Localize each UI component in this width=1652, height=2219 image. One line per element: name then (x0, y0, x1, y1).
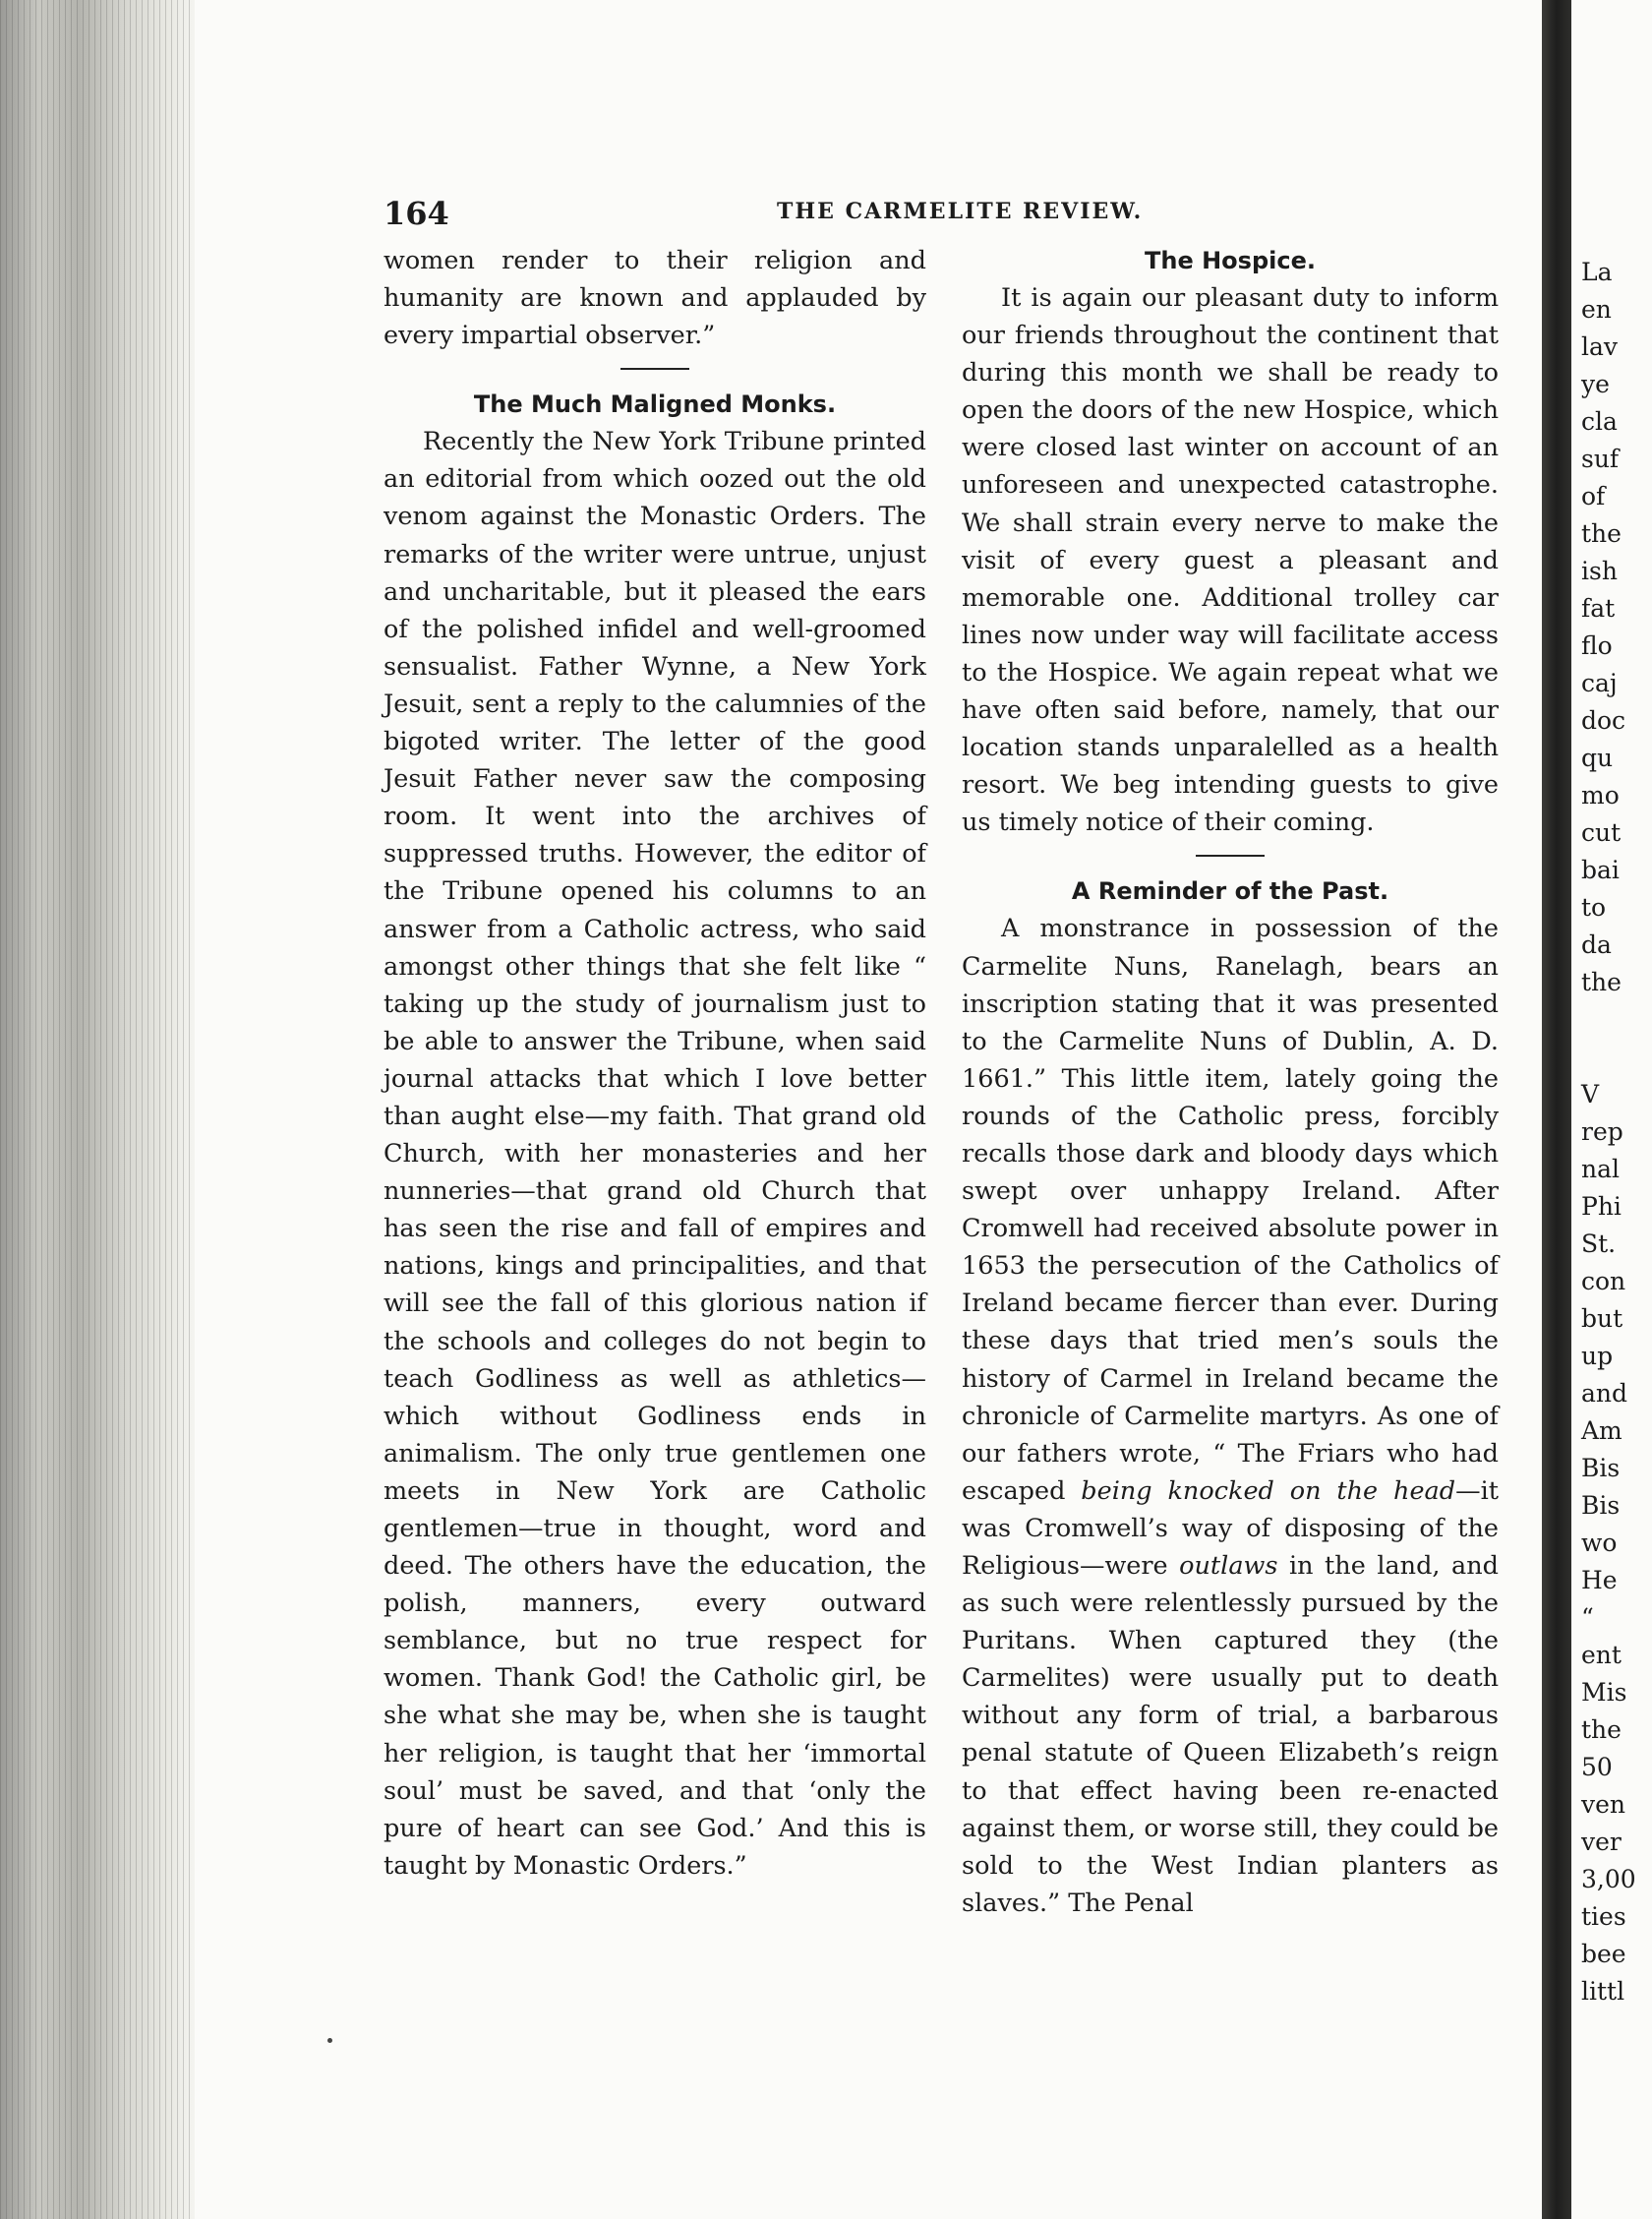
reminder-text-2: —it was Cromwell’s way of disposing of the Religious—were (962, 1475, 1499, 1581)
adjacent-page-fragment: 50 (1581, 1753, 1613, 1781)
section-divider (620, 368, 689, 370)
adjacent-page-fragment: V (1581, 1080, 1600, 1109)
article-title-monks: The Much Maligned Monks. (473, 390, 837, 419)
adjacent-page-fragment: but (1581, 1304, 1623, 1333)
adjacent-page-fragment: ent (1581, 1641, 1622, 1669)
adjacent-page-edge (1571, 0, 1652, 2219)
reminder-text-1: A monstrance in possession of the Carmelite Nuns, Ranelagh, bears an inscription stating that it was presented to the Carmelite Nuns of Dublin, A. D. 1661.” This little item, lately going the rounds of the Catholic press, forcibly recalls those dark and bloody days which swept over unhappy Ireland. After Cromwell had received absolute power in 1653 the persecution of the Catholics of Ireland became fiercer than ever. During these days that tried men’s souls the history of Carmel in Ireland became the chronicle of Carmelite martyrs. As one of our fathers wrote, “ The Friars who had escaped (962, 914, 1499, 1506)
adjacent-page-fragment: and (1581, 1379, 1628, 1408)
adjacent-page-fragment: ven (1581, 1790, 1626, 1819)
right-column (962, 242, 1499, 1922)
adjacent-page-fragment: the (1581, 519, 1622, 548)
adjacent-page-fragment: the (1581, 968, 1622, 996)
page-header (384, 195, 1524, 234)
adjacent-page-fragment: littl (1581, 1977, 1625, 2006)
adjacent-page-fragment: He (1581, 1566, 1618, 1594)
adjacent-page-fragment: en (1581, 295, 1612, 324)
reminder-text-3: in the land, and as such were relentlessly pursued by the Puritans. When captured they (the Carmelites) were usually put to death without any form of trial, a barbarous penal statute of Queen Elizabeth’s reign to that effect having been re-enacted against them, or worse still, they could be sold to the West Indian planters as slaves.” The Penal (962, 1551, 1499, 1918)
running-title: THE CARMELITE REVIEW. (777, 199, 1144, 224)
book-gutter (0, 0, 195, 2219)
adjacent-page-fragment: St. (1581, 1229, 1617, 1258)
adjacent-page-fragment: bee (1581, 1940, 1626, 1968)
adjacent-page-fragment: La (1581, 258, 1613, 286)
adjacent-page-fragment: rep (1581, 1117, 1623, 1146)
article-body-reminder (962, 910, 1499, 1922)
adjacent-page-fragment: up (1581, 1342, 1614, 1370)
reminder-italic-1: being knocked on the head (1081, 1475, 1456, 1506)
continuation-paragraph: women render to their religion and humanity are known and applauded by every impartial observer.” (384, 246, 926, 351)
adjacent-page-fragment: Phi (1581, 1192, 1622, 1221)
adjacent-page-fragment: da (1581, 930, 1612, 959)
adjacent-page-fragment: lav (1581, 332, 1619, 361)
adjacent-page-fragment: 3,00 (1581, 1865, 1636, 1893)
adjacent-page-fragment: ish (1581, 557, 1618, 585)
left-column (384, 242, 926, 1885)
article-body-hospice: It is again our pleasant duty to inform our friends throughout the continent that during this month we shall be ready to open the doors of the new Hospice, which were closed last winter on account of an unforeseen and unexpected catastrophe. We shall strain every nerve to make the visit of every guest a pleasant and memorable one. Additional trolley car lines now under way will facilitate access to the Hospice. We again repeat what we have often said before, namely, that our location stands unparalelled as a health resort. We beg intending guests to give us timely notice of their coming. (962, 283, 1499, 838)
adjacent-page-fragment: Bis (1581, 1454, 1621, 1482)
adjacent-page-fragment: qu (1581, 744, 1614, 772)
section-divider (1196, 855, 1265, 857)
adjacent-page-fragment: doc (1581, 706, 1626, 735)
adjacent-page-fragment: to (1581, 893, 1607, 922)
adjacent-page-fragment: mo (1581, 781, 1620, 810)
adjacent-page-fragment: Mis (1581, 1678, 1627, 1707)
adjacent-page-fragment: ye (1581, 370, 1610, 398)
article-title-reminder: A Reminder of the Past. (1071, 877, 1389, 906)
adjacent-page-fragment: con (1581, 1267, 1626, 1295)
adjacent-page-fragment: flo (1581, 631, 1613, 660)
book-spine (1542, 0, 1571, 2219)
adjacent-page-fragment: nal (1581, 1155, 1621, 1183)
article-body-monks: Recently the New York Tribune printed an editorial from which oozed out the old venom against the Monastic Orders. The remarks of the writer were untrue, unjust and uncharitable, but it pleased the ears of the polished infidel and well-groomed sensualist. Father Wynne, a New York Jesuit, sent a reply to the calumnies of the bigoted writer. The letter of the good Jesuit Father never saw the composing room. It went into the archives of suppressed truths. However, the editor of the Tribune opened his columns to an answer from a Catholic actress, who said amongst other things that she felt like “ taking up the study of journalism just to be able to answer the Tribune, when said journal attacks that which I love better than aught else—my faith. That grand old Church, with her monasteries and her nunneries—that grand old Church that has seen the rise and fall of empires and nations, kings and principalities, and that will see the fall of this glorious nation if the schools and colleges do not begin to teach Godliness as well as athletics—which without Godliness ends in animalism. The only true gentlemen one meets in New York are Catholic gentlemen—true in thought, word and deed. The others have the education, the polish, manners, every outward semblance, but no true respect for women. Thank God! the Catholic girl, be she what she may be, when she is taught her religion, is taught that her ‘immortal soul’ must be saved, and that ‘only the pure of heart can see God.’ And this is taught by Monastic Orders.” (384, 427, 926, 1881)
adjacent-page-fragment: bai (1581, 856, 1620, 884)
page-number: 164 (384, 195, 449, 232)
adjacent-page-fragment: wo (1581, 1529, 1618, 1557)
adjacent-page-fragment: suf (1581, 445, 1620, 473)
adjacent-page-fragment: Am (1581, 1416, 1622, 1445)
adjacent-page-fragment: ties (1581, 1902, 1626, 1931)
adjacent-page-fragment: the (1581, 1715, 1622, 1744)
adjacent-page-fragment: fat (1581, 594, 1616, 623)
article-title-hospice: The Hospice. (1145, 247, 1316, 274)
adjacent-page-fragment: caj (1581, 669, 1618, 697)
page-edge-striations (0, 0, 195, 2219)
adjacent-page-fragment: cla (1581, 407, 1618, 436)
adjacent-page-fragment: Bis (1581, 1491, 1621, 1520)
adjacent-page-fragment: of (1581, 482, 1606, 510)
reminder-italic-2: outlaws (1179, 1551, 1278, 1581)
adjacent-page-fragment: “ (1581, 1603, 1594, 1632)
page-speck (327, 2038, 332, 2043)
adjacent-page-fragment: ver (1581, 1828, 1622, 1856)
adjacent-page-fragment: cut (1581, 818, 1622, 847)
